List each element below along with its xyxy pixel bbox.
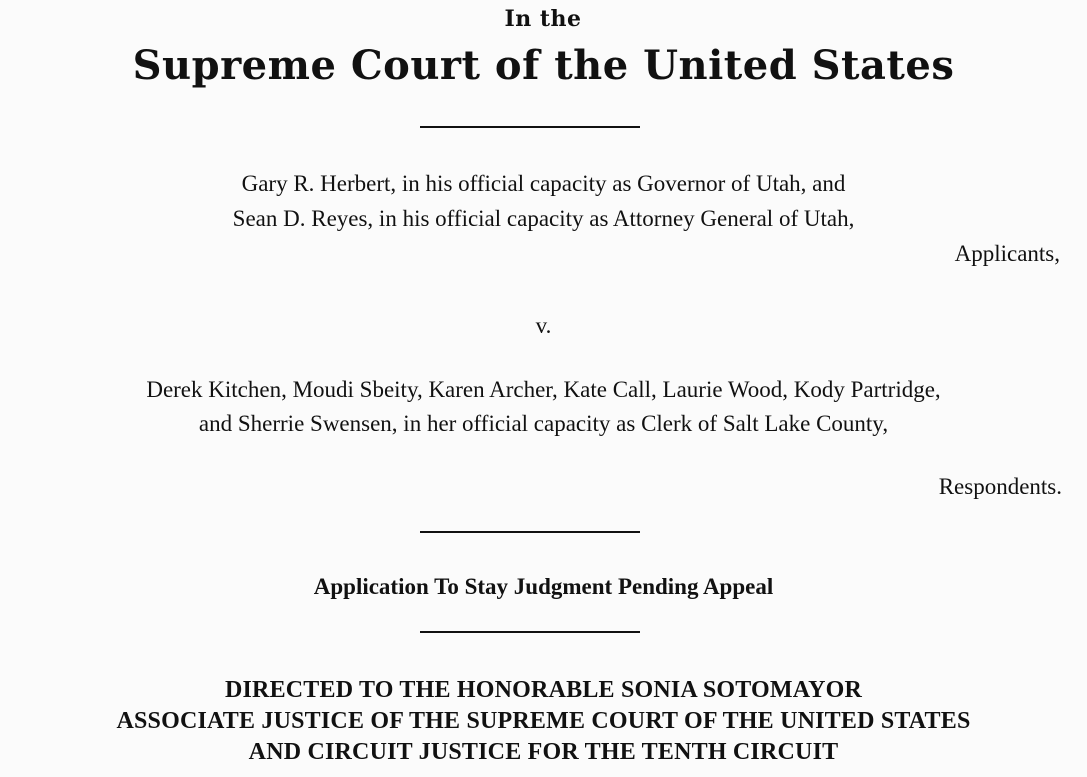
respondents-line-2: and Sherrie Swensen, in her official capacity as Clerk of Salt Lake County,: [198, 411, 889, 436]
applicants-role: Applicants,: [954, 241, 1060, 266]
divider-rule-top: [420, 126, 640, 128]
respondents-role: Respondents.: [938, 474, 1062, 499]
court-name: Supreme Court of the United States: [132, 42, 955, 89]
divider-rule-bottom: [420, 631, 640, 633]
application-title: Application To Stay Judgment Pending Appeal: [313, 574, 774, 599]
directed-line-3: AND CIRCUIT JUSTICE FOR THE TENTH CIRCUIT: [248, 739, 839, 765]
caption-in-the: In the: [504, 6, 582, 32]
versus-label: v.: [535, 313, 552, 338]
divider-rule-middle: [420, 531, 640, 533]
applicants-line-1: Gary R. Herbert, in his official capacity as Governor of Utah, and: [241, 171, 846, 196]
directed-line-2: ASSOCIATE JUSTICE OF THE SUPREME COURT OF THE UNITED STATES: [116, 708, 971, 734]
respondents-line-1: Derek Kitchen, Moudi Sbeity, Karen Archer, Kate Call, Laurie Wood, Kody Partridge,: [146, 377, 941, 402]
directed-line-1: DIRECTED TO THE HONORABLE SONIA SOTOMAYOR: [224, 677, 863, 703]
applicants-line-2: Sean D. Reyes, in his official capacity as Attorney General of Utah,: [232, 206, 855, 231]
